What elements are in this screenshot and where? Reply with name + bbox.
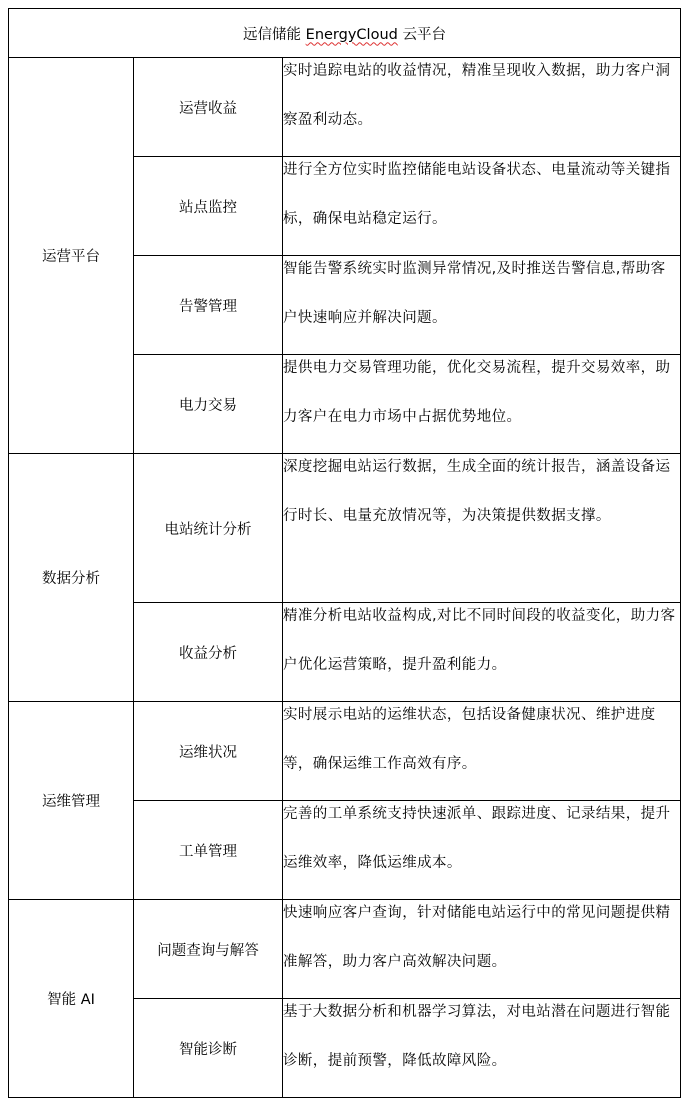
title-brand: EnergyCloud [305, 26, 398, 43]
feature-description: 深度挖掘电站运行数据，生成全面的统计报告，涵盖设备运行时长、电量充放情况等，为决策提供数据支撑。 [283, 454, 681, 603]
feature-description: 快速响应客户查询，针对储能电站运行中的常见问题提供精准解答，助力客户高效解决问题。 [283, 900, 681, 999]
category-cell: 运营平台 [9, 58, 134, 454]
feature-description: 精准分析电站收益构成,对比不同时间段的收益变化，助力客户优化运营策略，提升盈利能力。 [283, 603, 681, 702]
feature-name: 问题查询与解答 [134, 900, 283, 999]
title-suffix: 云平台 [397, 26, 446, 43]
category-cell: 运维管理 [9, 702, 134, 900]
table-row [9, 900, 681, 999]
feature-description: 智能告警系统实时监测异常情况,及时推送告警信息,帮助客户快速响应并解决问题。 [283, 256, 681, 355]
table-row [9, 454, 681, 603]
feature-name: 站点监控 [134, 157, 283, 256]
feature-name: 电站统计分析 [134, 454, 283, 603]
feature-name: 工单管理 [134, 801, 283, 900]
feature-description: 实时展示电站的运维状态，包括设备健康状况、维护进度等，确保运维工作高效有序。 [283, 702, 681, 801]
table-row [9, 58, 681, 157]
feature-description: 进行全方位实时监控储能电站设备状态、电量流动等关键指标，确保电站稳定运行。 [283, 157, 681, 256]
feature-name: 告警管理 [134, 256, 283, 355]
feature-name: 电力交易 [134, 355, 283, 454]
feature-description: 实时追踪电站的收益情况，精准呈现收入数据，助力客户洞察盈利动态。 [283, 58, 681, 157]
title-prefix: 远信储能 [243, 26, 306, 43]
feature-name: 收益分析 [134, 603, 283, 702]
table-row [9, 702, 681, 801]
feature-description: 基于大数据分析和机器学习算法，对电站潜在问题进行智能诊断，提前预警，降低故障风险。 [283, 999, 681, 1098]
feature-name: 智能诊断 [134, 999, 283, 1098]
feature-description: 提供电力交易管理功能，优化交易流程，提升交易效率，助力客户在电力市场中占据优势地位。 [283, 355, 681, 454]
feature-name: 运营收益 [134, 58, 283, 157]
category-cell: 智能 AI [9, 900, 134, 1098]
feature-table [8, 8, 681, 1098]
feature-description: 完善的工单系统支持快速派单、跟踪进度、记录结果，提升运维效率，降低运维成本。 [283, 801, 681, 900]
feature-name: 运维状况 [134, 702, 283, 801]
category-cell: 数据分析 [9, 454, 134, 702]
